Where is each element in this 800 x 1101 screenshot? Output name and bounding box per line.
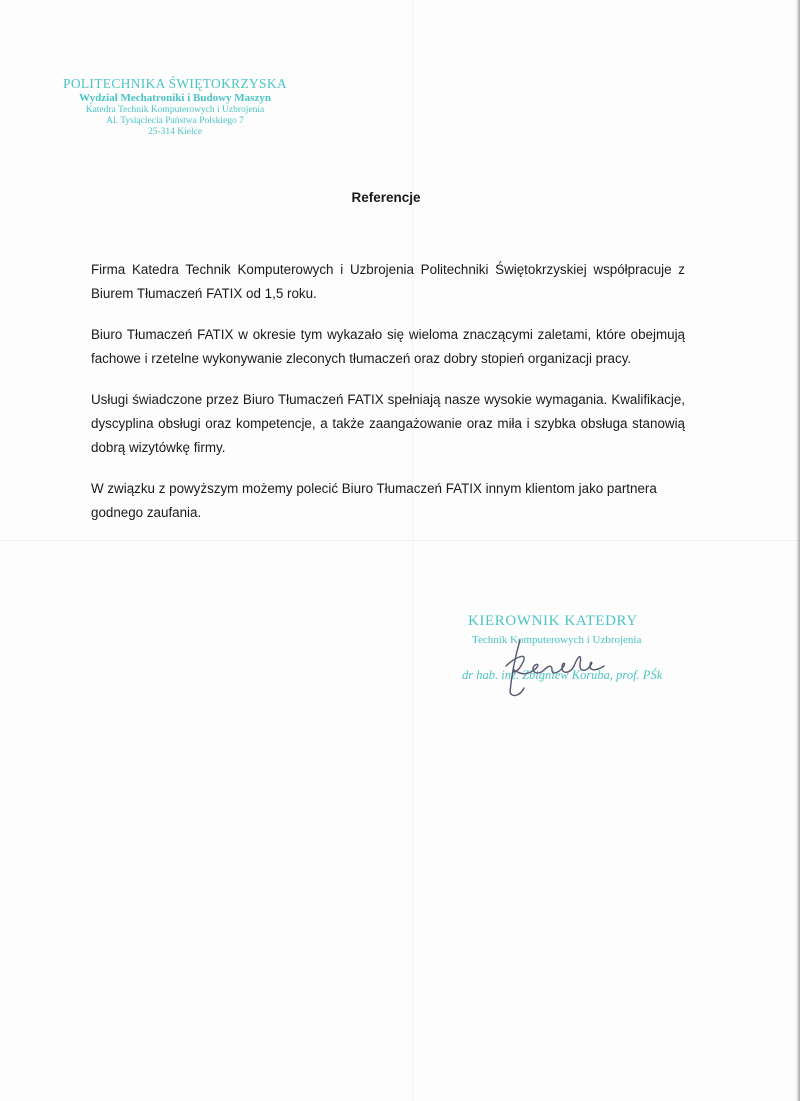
institution-stamp [50, 76, 300, 136]
signature-stamp-title: KIEROWNIK KATEDRY [468, 613, 638, 629]
letter-title: Referencje [351, 190, 421, 205]
handwritten-signature [490, 636, 620, 706]
scan-edge-shadow [796, 0, 800, 1101]
stamp-line-city: 25-314 Kielce [147, 127, 203, 137]
paragraph-3: Usługi świadczone przez Biuro Tłumaczeń FATIX spełniają nasze wysokie wymagania. Kwalifikacje, dyscyplina obsługi oraz kompetencje, a także zaangażowanie oraz miła i szybka obsługa stanowią dobrą wizytówkę firmy. [91, 392, 685, 455]
signature-stamp-name: dr hab. inż. Zbigniew Koruba, prof. PŚk [462, 668, 663, 682]
fold-line-vertical [412, 0, 413, 1101]
stamp-line-faculty: Wydział Mechatroniki i Budowy Maszyn [79, 91, 271, 104]
signature-stamp-subtitle: Technik Komputerowych i Uzbrojenia [472, 634, 642, 646]
stamp-line-street: Al. Tysiąclecia Państwa Polskiego 7 [106, 116, 244, 127]
stamp-line-university: POLITECHNIKA ŚWIĘTOKRZYSKA [63, 76, 287, 91]
letter-body [91, 258, 685, 542]
paragraph-4: W związku z powyższym możemy polecić Biuro Tłumaczeń FATIX innym klientom jako partnera godnego zaufania. [91, 481, 657, 520]
stamp-line-department: Katedra Technik Komputerowych i Uzbrojenia [85, 104, 265, 115]
paragraph-2: Biuro Tłumaczeń FATIX w okresie tym wykazało się wieloma znaczącymi zaletami, które obejmują fachowe i rzetelne wykonywanie zleconych tłumaczeń oraz dobry stopień organizacji pracy. [91, 327, 685, 366]
paragraph-1: Firma Katedra Technik Komputerowych i Uzbrojenia Politechniki Świętokrzyskiej współpracuje z Biurem Tłumaczeń FATIX od 1,5 roku. [91, 262, 685, 301]
